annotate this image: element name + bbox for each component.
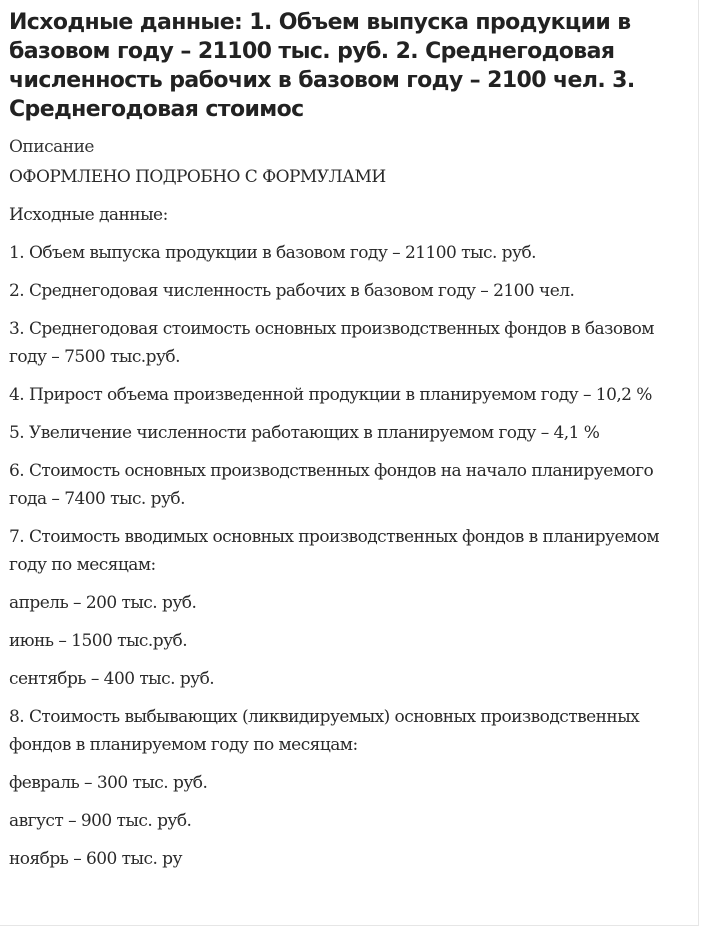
- section-label-description: Описание: [9, 137, 94, 157]
- description-paragraph: 1. Объем выпуска продукции в базовом году – 21100 тыс. руб.: [9, 243, 536, 263]
- page-title: Исходные данные: 1. Объем выпуска продукции в базовом году – 21100 тыс. руб. 2. Среднегодовая численность рабочих в базовом году – 2100 чел. 3. Среднегодовая стоимос: [9, 10, 635, 122]
- description-paragraph: Исходные данные:: [9, 205, 168, 225]
- description-paragraph: июнь – 1500 тыс.руб.: [9, 631, 188, 651]
- description-paragraph: 5. Увеличение численности работающих в планируемом году – 4,1 %: [9, 423, 600, 443]
- description-paragraph: ноябрь – 600 тыс. ру: [9, 849, 182, 869]
- description-paragraph: апрель – 200 тыс. руб.: [9, 593, 197, 613]
- description-paragraph: ОФОРМЛЕНО ПОДРОБНО С ФОРМУЛАМИ: [9, 167, 386, 187]
- description-paragraph: 4. Прирост объема произведенной продукции в планируемом году – 10,2 %: [9, 385, 652, 405]
- description-paragraph: февраль – 300 тыс. руб.: [9, 773, 208, 793]
- description-paragraph: 8. Стоимость выбывающих (ликвидируемых) основных производственных фондов в планируемом году по месяцам:: [9, 707, 640, 755]
- description-paragraph: сентябрь – 400 тыс. руб.: [9, 669, 215, 689]
- description-paragraph: 6. Стоимость основных производственных фондов на начало планируемого года – 7400 тыс. руб.: [9, 461, 654, 509]
- description-paragraph: август – 900 тыс. руб.: [9, 811, 192, 831]
- description-content: [9, 163, 689, 873]
- description-paragraph: 3. Среднегодовая стоимость основных производственных фондов в базовом году – 7500 тыс.руб.: [9, 319, 654, 367]
- description-paragraph: 7. Стоимость вводимых основных производственных фондов в планируемом году по месяцам:: [9, 527, 660, 575]
- description-paragraph: 2. Среднегодовая численность рабочих в базовом году – 2100 чел.: [9, 281, 575, 301]
